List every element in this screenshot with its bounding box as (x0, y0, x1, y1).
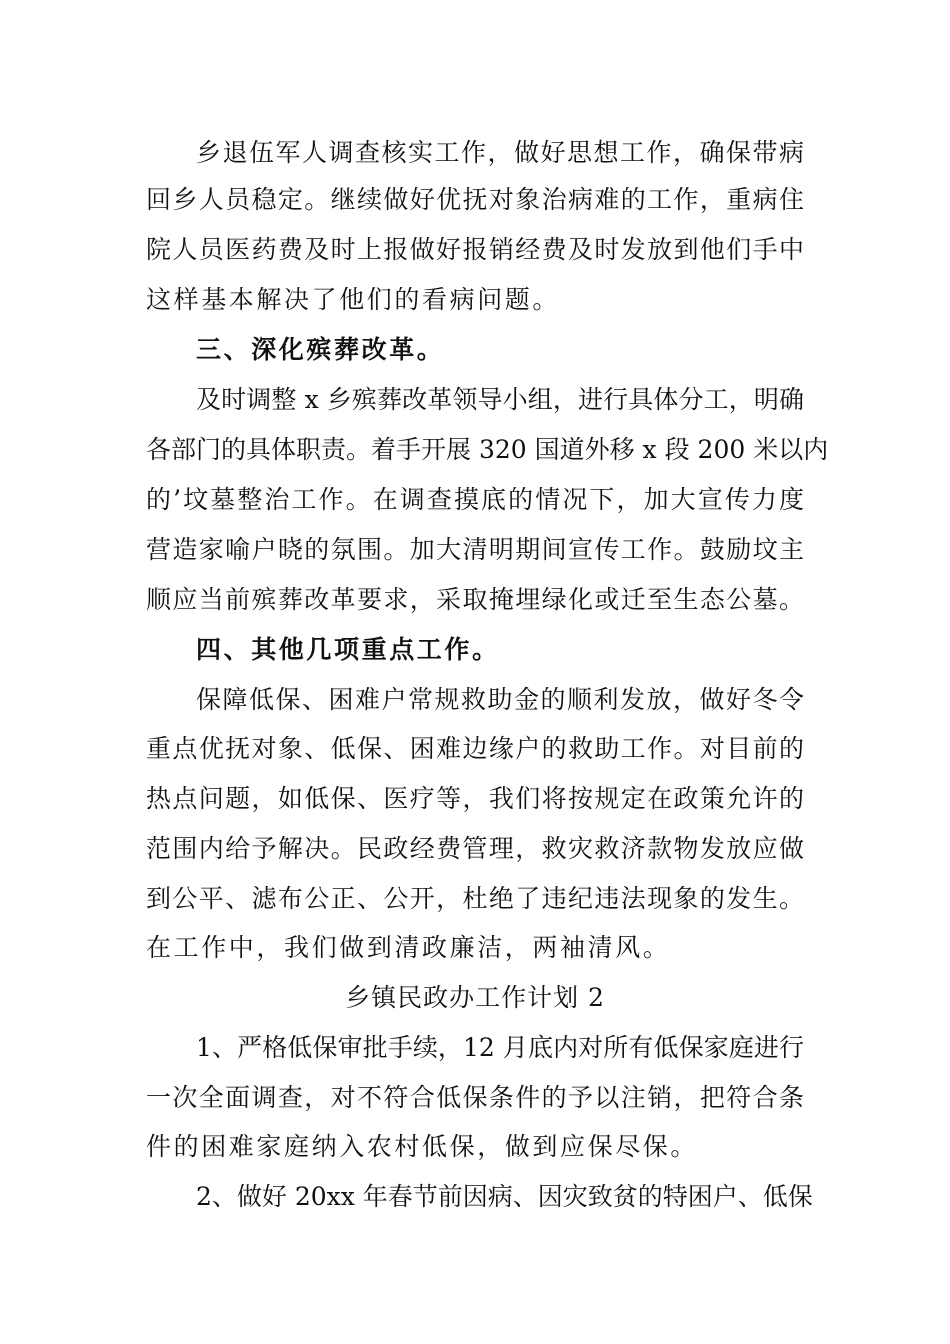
text-line: 及时调整 x 乡殡葬改革领导小组，进行具体分工，明确 (196, 385, 804, 414)
text-line: 保障低保、困难户常规救助金的顺利发放，做好冬令 (196, 685, 804, 714)
text-line: 在工作中，我们做到清政廉洁，两袖清风。 (146, 933, 671, 962)
text-line: 重点优抚对象、低保、困难边缘户的救助工作。对目前的 (146, 734, 804, 763)
text-line: 的’坟墓整治工作。在调查摸底的情况下，加大宣传力度 (146, 485, 804, 514)
text-line: 顺应当前殡葬改革要求，采取掩埋绿化或迁至生态公墓。 (146, 585, 804, 614)
text-line: 件的困难家庭纳入农村低保，做到应保尽保。 (146, 1132, 699, 1161)
text-line: 各部门的具体职责。着手开展 320 国道外移 x 段 200 米以内 (146, 435, 829, 464)
document-title: 乡镇民政办工作计划 2 (345, 983, 605, 1012)
text-line: 2、做好 20xx 年春节前因病、因灾致贫的特困户、低保 (196, 1182, 813, 1211)
text-line: 院人员医药费及时上报做好报销经费及时发放到他们手中 (146, 235, 804, 264)
text-line: 回乡人员稳定。继续做好优抚对象治病难的工作，重病住 (146, 185, 804, 214)
text-line: 范围内给予解决。民政经费管理，救灾救济款物发放应做 (146, 834, 804, 863)
section-heading: 三、深化殡葬改革。 (196, 335, 445, 364)
text-line: 1、严格低保审批手续，12 月底内对所有低保家庭进行 (196, 1033, 804, 1062)
text-line: 乡退伍军人调查核实工作，做好思想工作，确保带病 (196, 138, 804, 167)
text-line: 热点问题，如低保、医疗等，我们将按规定在政策允许的 (146, 784, 804, 813)
text-line: 营造家喻户晓的氛围。加大清明期间宣传工作。鼓励坟主 (146, 535, 804, 564)
text-line: 到公平、滤布公正、公开，杜绝了违纪违法现象的发生。 (146, 884, 804, 913)
text-line: 一次全面调查，对不符合低保条件的予以注销，把符合条 (146, 1083, 804, 1112)
section-heading: 四、其他几项重点工作。 (196, 635, 500, 664)
text-line: 这样基本解决了他们的看病问题。 (146, 285, 561, 314)
